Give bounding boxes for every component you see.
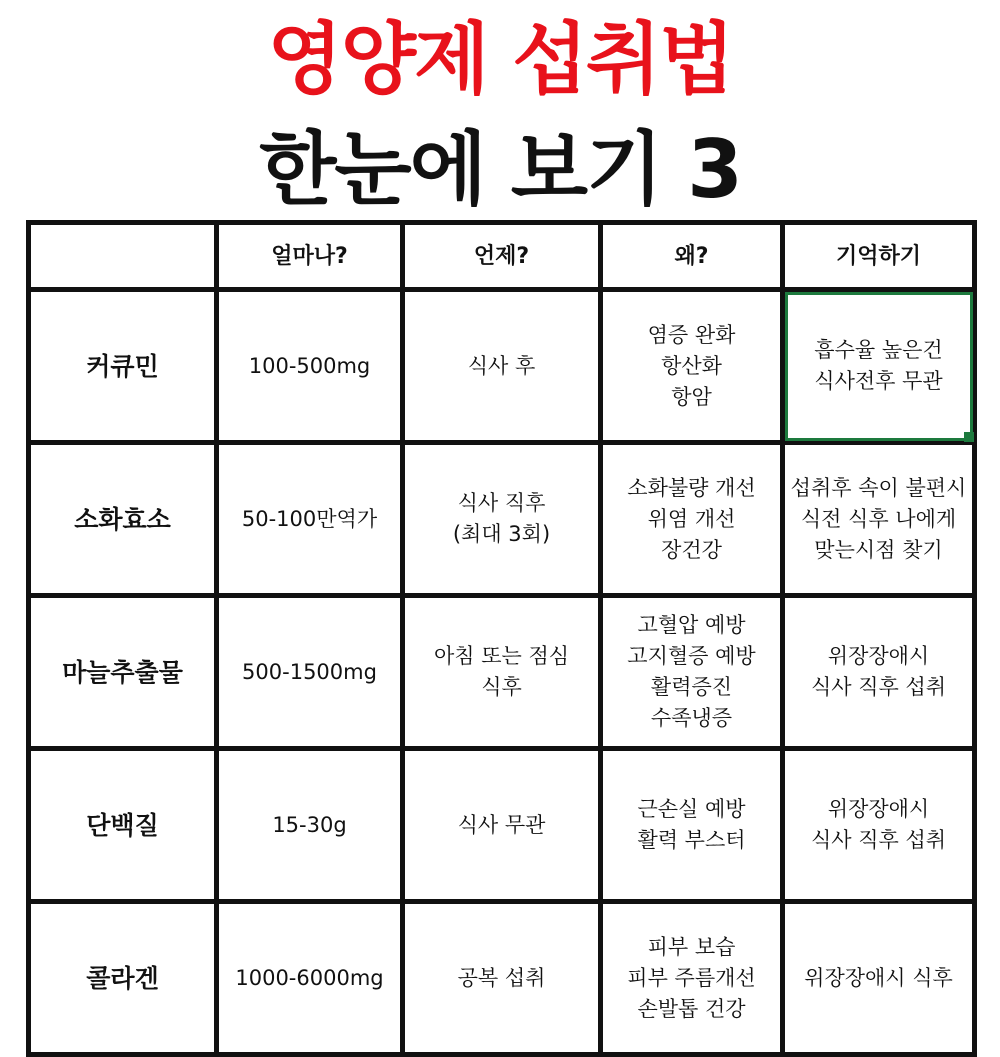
remember-cell-selected[interactable] [783,290,975,443]
selection-fill-handle[interactable] [964,432,974,442]
cell-line: 식사 직후 섭취 [810,828,947,852]
cell-line: 식사 직후 [457,491,546,515]
table-row [29,749,975,902]
cell-line: 고혈압 예방 [637,613,746,637]
cell-line: 항암 [671,384,712,409]
cell-line: 활력 부스터 [637,828,746,852]
cell-line: 아침 또는 점심 [433,644,570,668]
cell-line: 활력증진 [650,675,733,699]
amount-cell[interactable] [217,443,403,596]
table-row [29,596,975,749]
when-cell[interactable] [403,290,601,443]
header-when[interactable]: 언제? [403,223,601,290]
why-cell[interactable] [601,902,783,1055]
supplement-table [26,220,977,1057]
cell-line: 위장장애시 [827,797,930,821]
cell-line: 식사전후 무관 [814,369,943,393]
why-cell[interactable] [601,749,783,902]
when-cell[interactable] [403,902,601,1055]
cell-line: 위염 개선 [647,506,736,531]
title-line-1: 영양제 섭취법 [267,15,733,105]
cell-line: 수족냉증 [650,706,733,730]
table-row [29,902,975,1055]
cell-line: 식사 후 [467,353,536,378]
supplement-name-cell[interactable]: 단백질 [29,749,217,902]
header-why[interactable]: 왜? [601,223,783,290]
header-amount[interactable]: 얼마나? [217,223,403,290]
table-row [29,290,975,443]
supplement-name-cell[interactable]: 소화효소 [29,443,217,596]
amount-cell[interactable] [217,902,403,1055]
header-remember[interactable]: 기억하기 [783,223,975,290]
cell-line: 섭취후 속이 불편시 [790,475,967,500]
remember-cell[interactable] [783,596,975,749]
header-corner[interactable] [29,223,217,290]
why-cell[interactable] [601,290,783,443]
cell-line: 고지혈증 예방 [627,644,756,668]
cell-line: 장건강 [661,537,722,562]
cell-line: 50-100만역가 [241,506,378,531]
cell-line: 위장장애시 식후 [804,965,953,990]
header-row [29,223,975,290]
why-cell[interactable] [601,596,783,749]
amount-cell[interactable] [217,596,403,749]
cell-line: 15-30g [272,812,347,837]
cell-line: 손발톱 건강 [637,996,746,1021]
cell-line: 500-1500mg [242,659,377,684]
cell-line: 근손실 예방 [637,797,746,821]
cell-line: 항산화 [661,353,722,378]
remember-cell[interactable] [783,902,975,1055]
cell-line: 소화불량 개선 [627,475,756,500]
cell-line: 식사 직후 섭취 [810,675,947,699]
why-cell[interactable] [601,443,783,596]
cell-line: 식사 무관 [457,812,546,837]
supplement-name-cell[interactable]: 콜라겐 [29,902,217,1055]
cell-line: 위장장애시 [827,644,930,668]
amount-cell[interactable] [217,290,403,443]
cell-line: 피부 보습 [647,934,736,959]
when-cell[interactable] [403,596,601,749]
cell-line: 식전 식후 나에게 [800,506,957,531]
cell-line: 식후 [481,675,522,699]
cell-line: 1000-6000mg [235,965,384,990]
cell-line: 흡수율 높은건 [814,338,943,362]
cell-line: 맞는시점 찾기 [814,537,943,562]
supplement-table-container [26,220,974,1020]
supplement-name-cell[interactable]: 커큐민 [29,290,217,443]
cell-line: 피부 주름개선 [627,965,756,990]
remember-cell[interactable] [783,749,975,902]
table-row [29,443,975,596]
supplement-name-cell[interactable]: 마늘추출물 [29,596,217,749]
cell-line: 염증 완화 [647,322,736,347]
cell-line: 공복 섭취 [457,965,546,990]
title-line-2: 한눈에 보기 3 [259,123,741,216]
when-cell[interactable] [403,443,601,596]
cell-line: (최대 3회) [452,522,551,546]
amount-cell[interactable] [217,749,403,902]
cell-line: 100-500mg [248,353,371,378]
remember-cell[interactable] [783,443,975,596]
when-cell[interactable] [403,749,601,902]
